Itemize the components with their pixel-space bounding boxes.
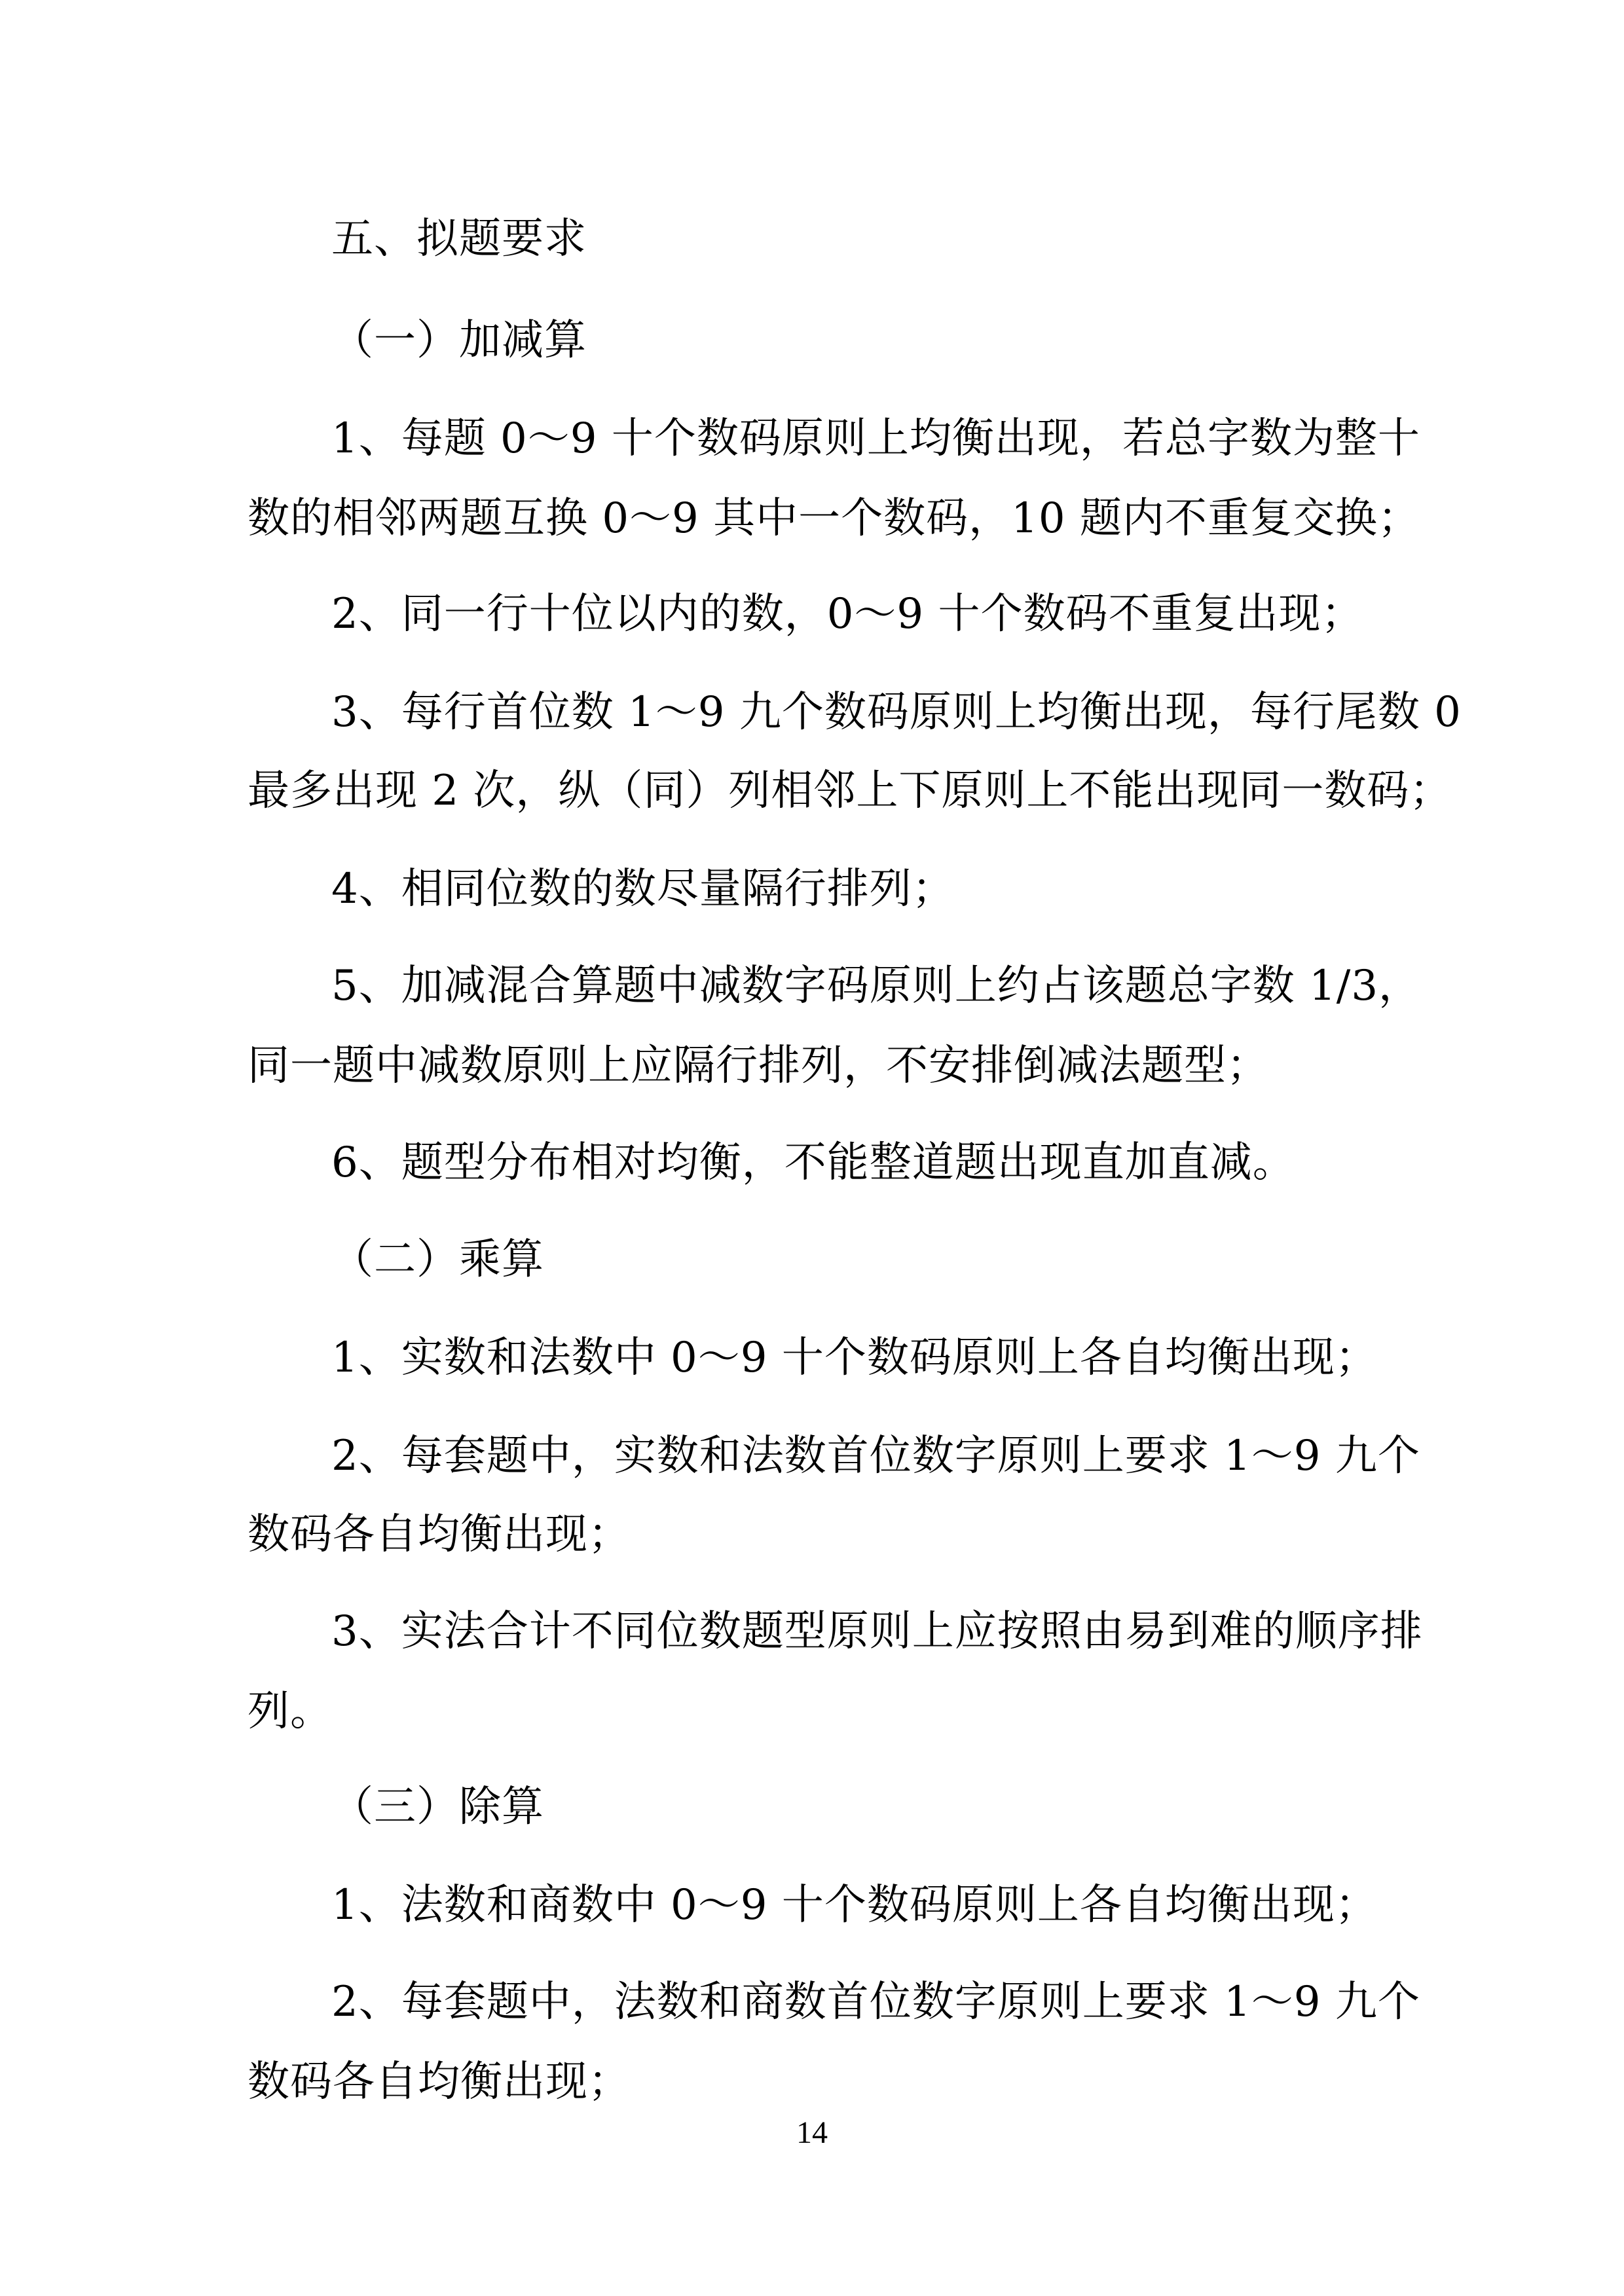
add-sub-item-1-line-2: 数的相邻两题互换 0～9 其中一个数码，10 题内不重复交换； [248,494,1420,543]
add-sub-item-6: 6、题型分布相对均衡，不能整道题出现直加直减。 [331,1139,1295,1187]
add-sub-item-5-line-1: 5、加减混合算题中减数字码原则上约占该题总字数 1/3， [331,962,1422,1010]
mul-item-1: 1、实数和法数中 0～9 十个数码原则上各自均衡出现； [331,1334,1378,1382]
section-title: 五、拟题要求 [331,215,587,263]
add-sub-item-3-line-2: 最多出现 2 次，纵（同）列相邻上下原则上不能出现同一数码； [248,767,1452,815]
div-item-1: 1、法数和商数中 0～9 十个数码原则上各自均衡出现； [331,1881,1378,1929]
add-sub-item-5-line-2: 同一题中减数原则上应隔行排列，不安排倒减法题型； [248,1042,1269,1090]
subsection-title-div: （三）除算 [331,1783,544,1831]
mul-item-3-line-2: 列。 [248,1687,333,1736]
mul-item-3-line-1: 3、实法合计不同位数题型原则上应按照由易到难的顺序排 [331,1607,1423,1656]
add-sub-item-4: 4、相同位数的数尽量隔行排列； [331,865,955,913]
mul-item-2-line-1: 2、每套题中，实数和法数首位数字原则上要求 1～9 九个 [331,1432,1420,1480]
mul-item-2-line-2: 数码各自均衡出现； [248,1510,631,1559]
subsection-title-add-sub: （一）加减算 [331,316,587,365]
page-number: 14 [796,2115,828,2150]
add-sub-item-3-line-1: 3、每行首位数 1～9 九个数码原则上均衡出现，每行尾数 0 [331,688,1462,737]
div-item-2-line-1: 2、每套题中，法数和商数首位数字原则上要求 1～9 九个 [331,1978,1420,2026]
add-sub-item-1-line-1: 1、每题 0～9 十个数码原则上均衡出现，若总字数为整十 [331,414,1420,463]
add-sub-item-2: 2、同一行十位以内的数，0～9 十个数码不重复出现； [331,590,1364,638]
subsection-title-mul: （二）乘算 [331,1235,544,1284]
div-item-2-line-2: 数码各自均衡出现； [248,2058,631,2106]
